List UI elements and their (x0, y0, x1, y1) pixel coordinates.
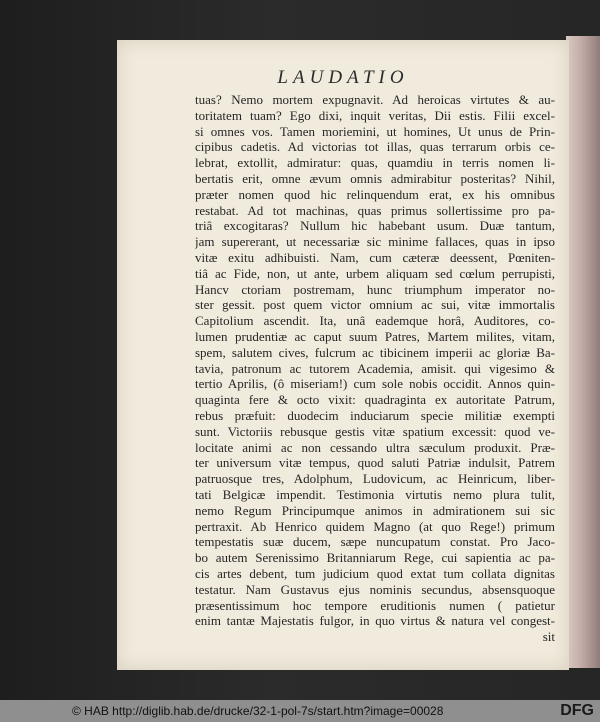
text-line: quaginta fere & octo vixit: quadraginta ex autoritate Patrum, (195, 392, 555, 408)
text-line: triâ excogitaras? Nullum hic habebant usum. Duæ tantum, (195, 218, 555, 234)
text-line: præsentissimum hoc tempore eruditionis numen ( patietur (195, 597, 555, 613)
text-line: tati Belgicæ impendit. Testimonia virtutis nemo plura tulit, (195, 486, 555, 502)
text-line: tiâ ac Fide, non, ut ante, urbem aliquam sed cœlum perrupisti, (195, 265, 555, 281)
text-line: nemo Regum Principumque animos in admirationem sui sic (195, 502, 555, 518)
book-page (117, 40, 569, 670)
copyright-link[interactable]: © HAB http://diglib.hab.de/drucke/32-1-pol-7s/start.htm?image=00028 (72, 704, 444, 718)
text-line: si omnes vos. Tamen moriemini, ut homines, Ut unus de Prin- (195, 123, 555, 139)
text-line: Capitolium ascendit. Ita, unâ eademque horâ, Auditores, co- (195, 313, 555, 329)
text-line: ster gessit. post quem victor omnium ac sui, vitæ immortalis (195, 297, 555, 313)
dfg-logo: DFG (560, 702, 594, 719)
text-line: spem, salutem cives, fulcrum ac tibicinem imperii ac gloriæ Ba- (195, 344, 555, 360)
footer-bar (0, 700, 600, 722)
text-line: cis artes debent, tum judicium quod extat tum collata dignitas (195, 565, 555, 581)
text-line: rebus præfuit: duodecim induciarum specie militiæ exempti (195, 407, 555, 423)
text-line: tempestatis suæ ducem, sæpe nuncupatum constat. Pro Jaco- (195, 534, 555, 550)
text-line: sunt. Victoriis rebusque gestis vitæ spatium excessit: quod ve- (195, 423, 555, 439)
next-page-edge (566, 36, 600, 668)
body-text (195, 92, 555, 645)
text-line: cipibus cadetis. Ad victorias tot illas, quas terrarum orbis ce- (195, 139, 555, 155)
text-line: lumen prudentiæ ac caput suum Patres, Martem milites, vitam, (195, 328, 555, 344)
text-line: bertatis erit, omne ævum omnis admirabitur posteritas? Nihil, (195, 170, 555, 186)
text-line: lebrat, extollit, admiratur: quas, quamdiu in terris nomen li- (195, 155, 555, 171)
text-line: locitate animi ac non cessando ultra sæculum produxit. Præ- (195, 439, 555, 455)
text-line: enim tantæ Majestatis fulgor, in quo virtus & natura vel congest- (195, 613, 555, 629)
text-line: tuas? Nemo mortem expugnavit. Ad heroicas virtutes & au- (195, 92, 555, 107)
text-line: ter universum vitæ tempus, quod saluti Patriæ indulsit, Patrem (195, 455, 555, 471)
text-line: Hancv ctoriam postremam, hunc triumphum imperator no- (195, 281, 555, 297)
text-line: tavia, patronum ac tutorem Academia, amisit. qui vigesimo & (195, 360, 555, 376)
text-line: restabat. Ad tot machinas, quas primus sollertissime pro pa- (195, 202, 555, 218)
catchword: sit (542, 629, 555, 645)
text-line: jam supererant, ut necessariæ sic minime fallaces, quas in ipso (195, 234, 555, 250)
text-line: testatur. Nam Gustavus ejus nominis secundus, absensquoque (195, 581, 555, 597)
text-line: toritatem tuam? Ego dixi, inquit veritas, Dii estis. Filii excel- (195, 107, 555, 123)
text-line: bo autem Serenissimo Britanniarum Rege, cui sapientia ac pa- (195, 550, 555, 566)
running-head: LAUDATIO (277, 67, 409, 88)
text-line: patruosque tres, Adolphum, Ludovicum, ac Heinricum, liber- (195, 471, 555, 487)
text-line: vitæ exitu adhibuisti. Nam, cum cæteræ deessent, Pœniten- (195, 249, 555, 265)
text-line: præter nomen quod hic relinquendum erat, ex his omnibus (195, 186, 555, 202)
text-line: tertio Aprilis, (ô miseriam!) cum sole nobis occidit. Annos quin- (195, 376, 555, 392)
text-line: pertraxit. Ab Henrico quidem Magno (at quo Rege!) primum (195, 518, 555, 534)
